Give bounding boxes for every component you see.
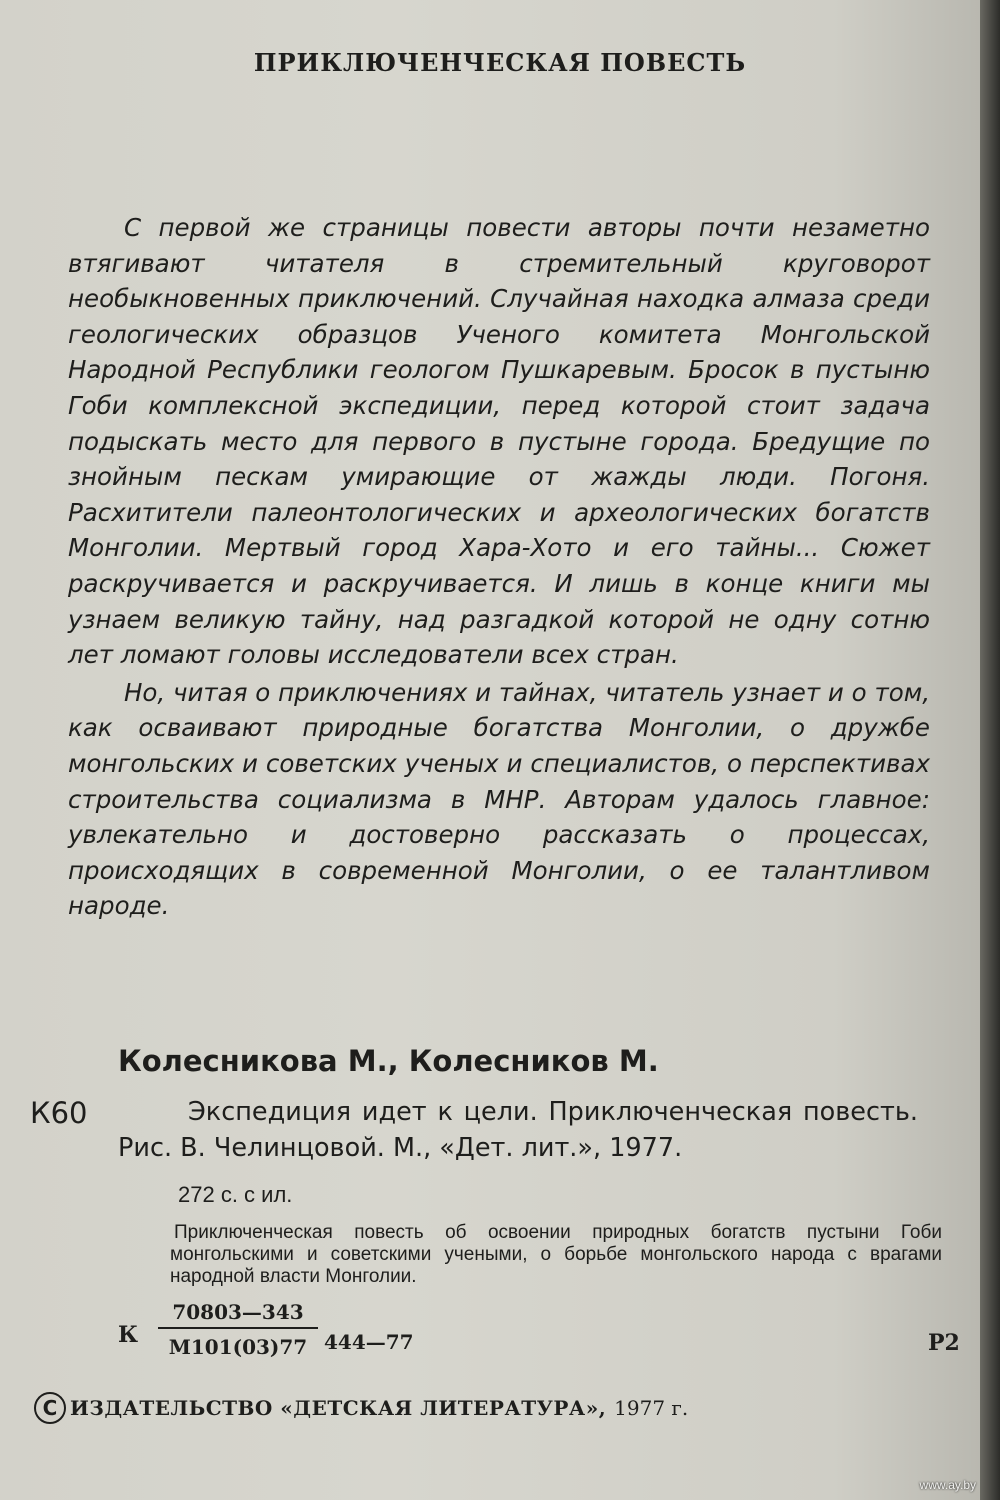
index-fraction (158, 1300, 318, 1359)
genre-heading: ПРИКЛЮЧЕНЧЕСКАЯ ПОВЕСТЬ (253, 48, 747, 77)
index-prefix: К (118, 1322, 139, 1348)
publisher-year: 1977 г. (614, 1396, 689, 1420)
catalog-index (118, 1300, 968, 1370)
index-numerator: 70803—343 (158, 1300, 318, 1329)
annotation-text (68, 210, 930, 924)
index-right-code: Р2 (928, 1330, 960, 1356)
annotation-paragraph: Но, читая о приключениях и тайнах, читатель узнает и о том, как осваивают природные богатства Монголии, о дружбе монгольских и советских ученых и специалистов, о перспективах строительства социализма в МНР. Авторам удалось главное: увлекательно и достоверно рассказать о процессах, происходящих в современной Монголии, о ее талантливом народе. (68, 677, 930, 921)
publisher-line (34, 1392, 688, 1424)
authors-heading: Колесникова М., Колесников М. (118, 1044, 659, 1078)
publisher-name: ИЗДАТЕЛЬСТВО «ДЕТСКАЯ ЛИТЕРАТУРА», (70, 1396, 607, 1420)
watermark: www.ay.by (919, 1478, 976, 1492)
index-denominator: М101(03)77 (168, 1335, 308, 1359)
page-count: 272 с. с ил. (178, 1182, 293, 1207)
copyright-icon: С (34, 1392, 66, 1424)
book-summary: Приключенческая повесть об освоении природных богатств пустыни Гоби монгольскими и советскими учеными, о борьбе монгольского народа с врагами народной власти Монголии. (170, 1222, 942, 1287)
index-suffix: 444—77 (324, 1330, 414, 1354)
bibliographic-description: Экспедиция идет к цели. Приключенческая повесть. Рис. В. Челинцовой. М., «Дет. лит.», 1977. (118, 1097, 918, 1163)
annotation-paragraph: С первой же страницы повести авторы почти незаметно втягивают читателя в стремительный круговорот необыкновенных приключений. Случайная находка алмаза среди геологических образцов Ученого комитета Монгольской Народной Республики геологом Пушкаревым. Бросок в пустыню Гоби комплексной экспедиции, перед которой стоит задача подыскать место для первого в пустыне города. Бредущие по знойным пескам умирающие от жажды люди. Погоня. Расхитители палеонтологических и археологических богатств Монголии. Мертвый город Хара-Хото и его тайны... Сюжет раскручивается и раскручивается. И лишь в конце книги мы узнаем великую тайну, над разгадкой которой не одну сотню лет ломают головы исследователи всех стран. (68, 213, 930, 670)
page-edge (980, 0, 1000, 1500)
catalog-code: К60 (30, 1096, 88, 1130)
